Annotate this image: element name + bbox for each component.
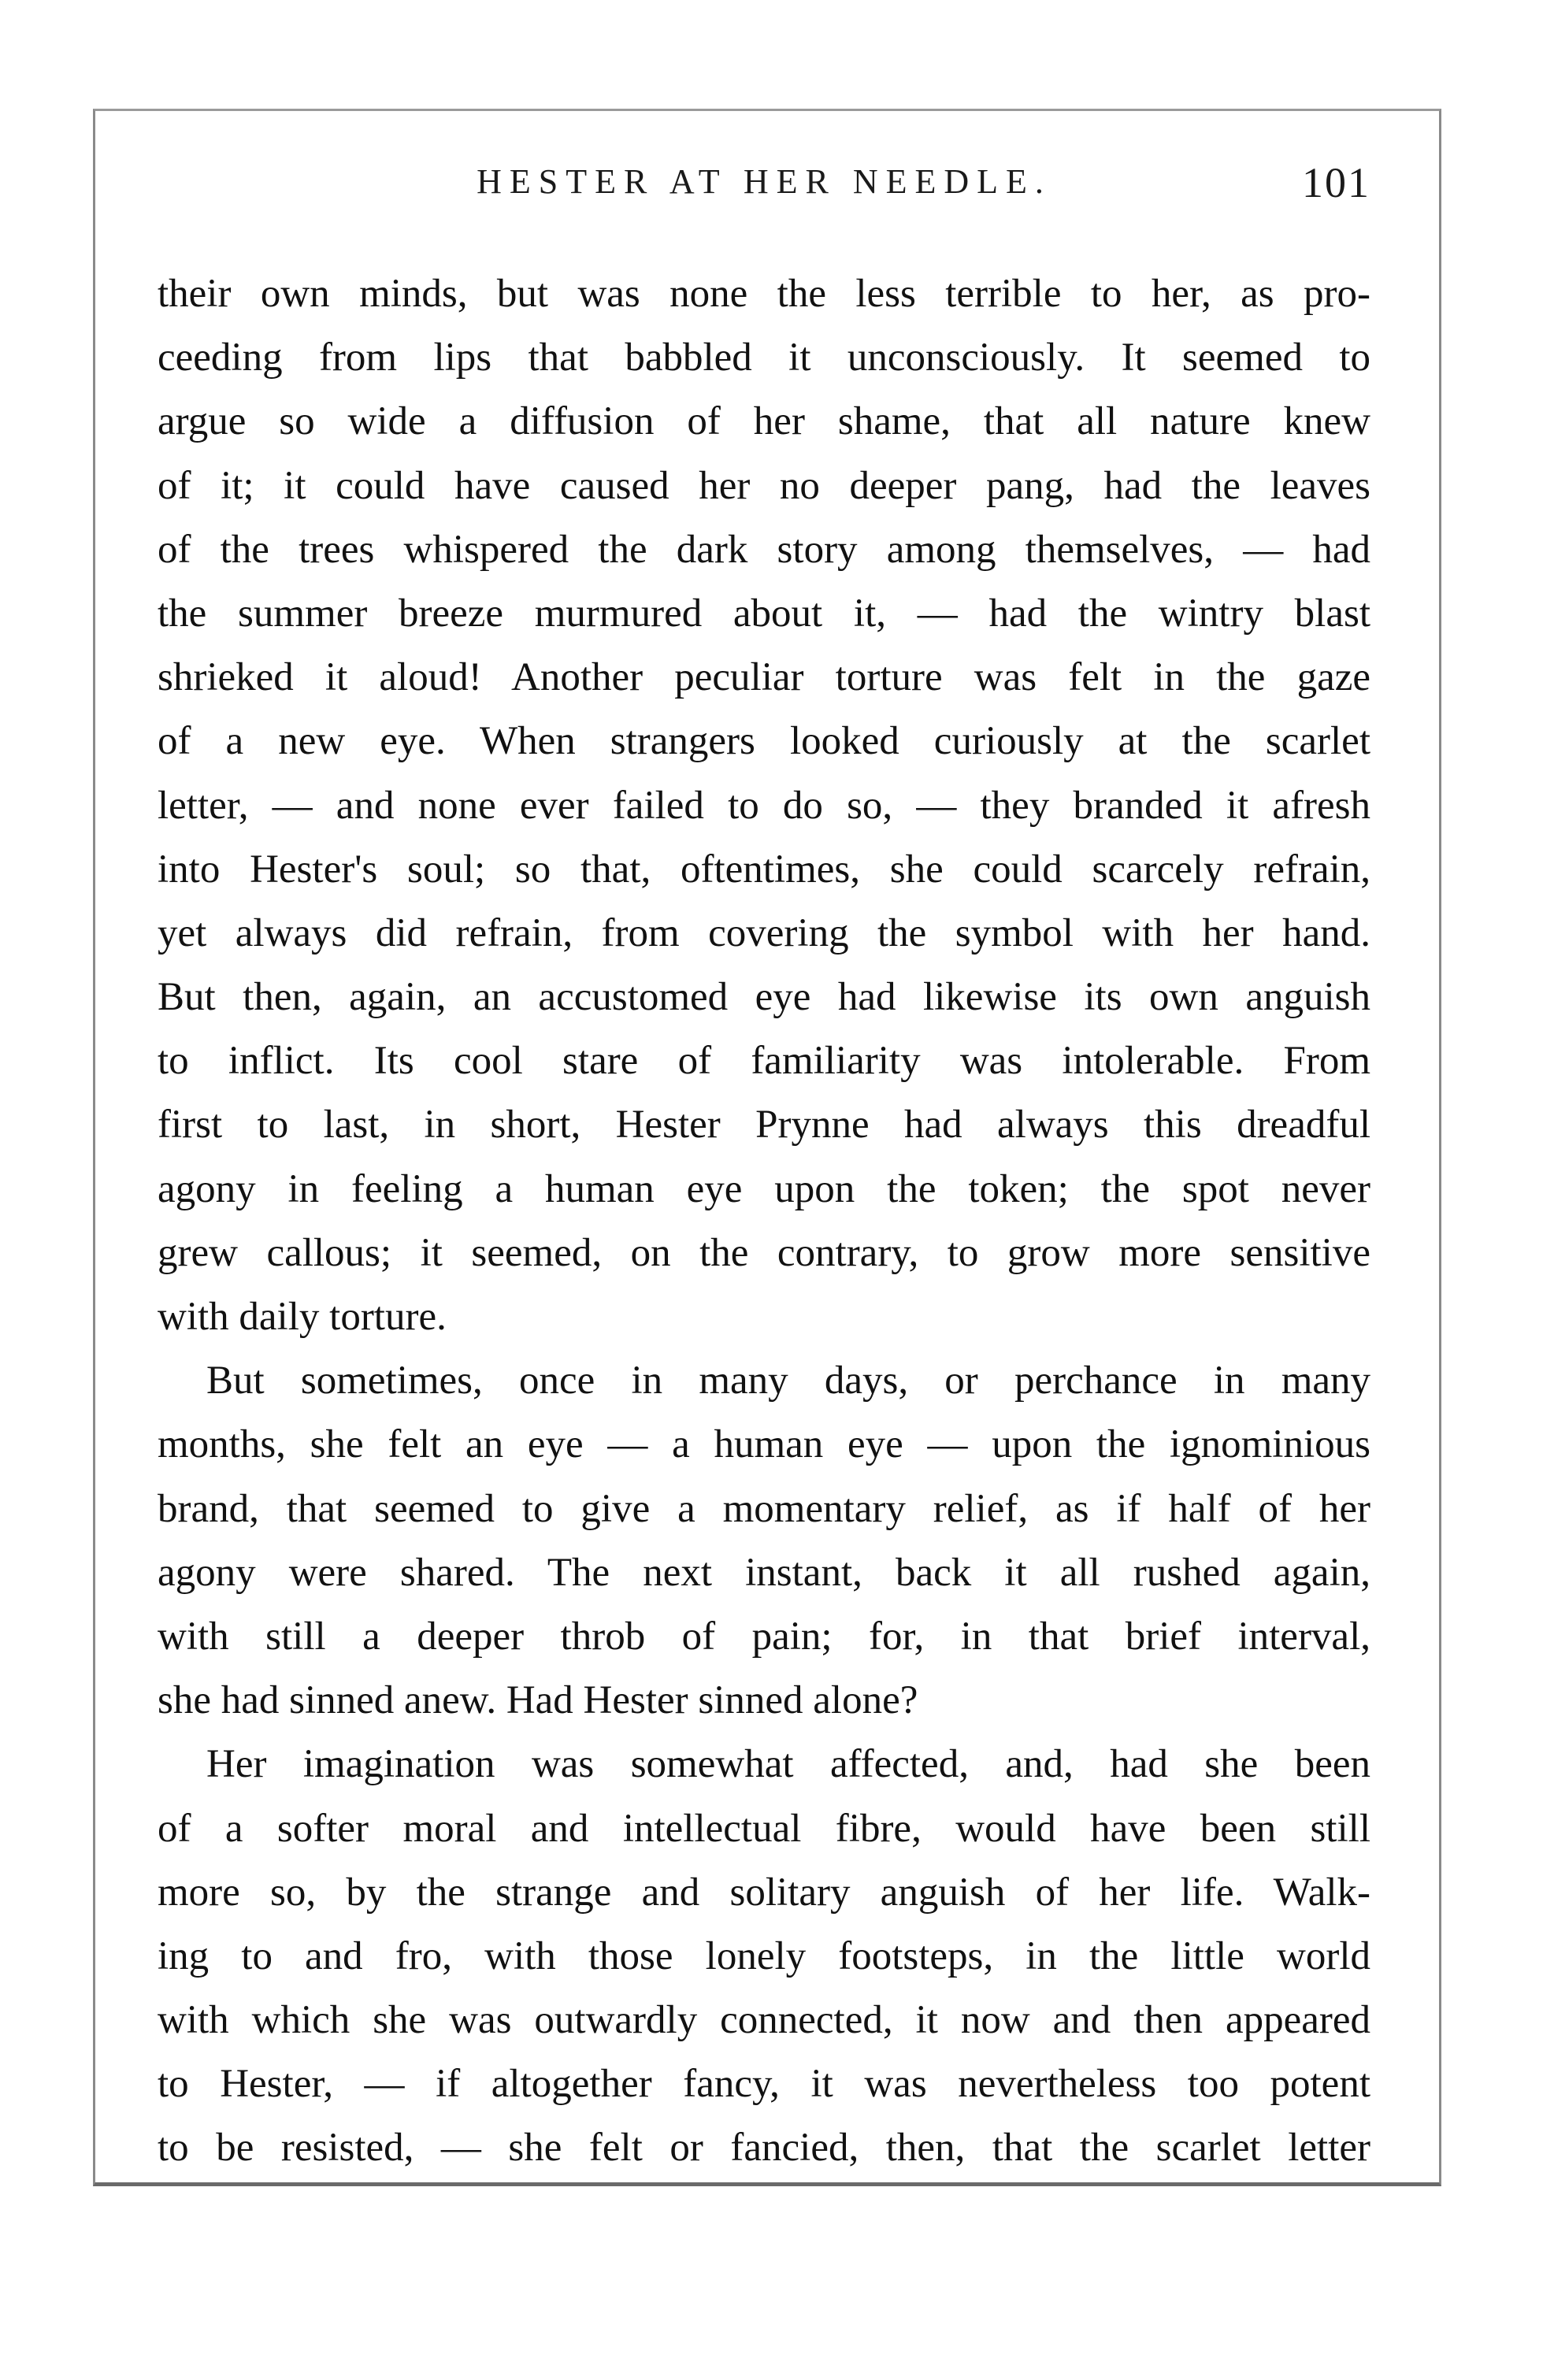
text-line: to be resisted, — she felt or fancied, then, that the scarlet letter (158, 2126, 1370, 2171)
text-line: ing to and fro, with those lonely footsteps, in the little world (158, 1933, 1370, 1978)
text-line: agony were shared. The next instant, back it all rushed again, (158, 1550, 1370, 1595)
text-line: shrieked it aloud! Another peculiar torture was felt in the gaze (158, 655, 1370, 700)
text-line: more so, by the strange and solitary anguish of her life. Walk- (158, 1870, 1370, 1915)
text-line: of it; it could have caused her no deeper pang, had the leaves (158, 463, 1370, 508)
text-line: grew callous; it seemed, on the contrary, to grow more sensitive (158, 1230, 1370, 1275)
text-line: with daily torture. (158, 1295, 447, 1339)
text-line: she had sinned anew. Had Hester sinned alone? (158, 1678, 918, 1723)
text-line: agony in feeling a human eye upon the token; the spot never (158, 1166, 1370, 1211)
page-number: 101 (1302, 159, 1370, 206)
text-line: to Hester, — if altogether fancy, it was nevertheless too potent (158, 2062, 1370, 2107)
text-line: Her imagination was somewhat affected, and, had she been (206, 1742, 1370, 1787)
text-line: ceeding from lips that babbled it unconsciously. It seemed to (158, 335, 1370, 380)
text-line: letter, — and none ever failed to do so, — they branded it afresh (158, 783, 1370, 828)
text-line: of a new eye. When strangers looked curiously at the scarlet (158, 719, 1370, 764)
text-line: with which she was outwardly connected, it now and then appeared (158, 1998, 1370, 2043)
text-line: into Hester's soul; so that, oftentimes, she could scarcely refrain, (158, 847, 1370, 892)
text-line: the summer breeze murmured about it, — had the wintry blast (158, 591, 1370, 636)
running-title: HESTER AT HER NEEDLE. (477, 162, 1051, 201)
text-line: months, she felt an eye — a human eye — upon the ignominious (158, 1422, 1370, 1467)
text-line: of the trees whispered the dark story among themselves, — had (158, 527, 1370, 572)
text-line: But sometimes, once in many days, or perchance in many (206, 1359, 1370, 1403)
text-line: brand, that seemed to give a momentary relief, as if half of her (158, 1486, 1370, 1531)
text-line: yet always did refrain, from covering the symbol with her hand. (158, 910, 1370, 955)
body-text (158, 262, 1370, 2181)
text-line: argue so wide a diffusion of her shame, that all nature knew (158, 399, 1370, 444)
text-line: of a softer moral and intellectual fibre, would have been still (158, 1806, 1370, 1851)
text-line: to inflict. Its cool stare of familiarity was intolerable. From (158, 1039, 1370, 1084)
text-line: But then, again, an accustomed eye had likewise its own anguish (158, 975, 1370, 1020)
running-head (158, 161, 1370, 217)
text-line: first to last, in short, Hester Prynne had always this dreadful (158, 1103, 1370, 1147)
text-line: with still a deeper throb of pain; for, in that brief interval, (158, 1614, 1370, 1659)
text-line: their own minds, but was none the less terrible to her, as pro- (158, 272, 1370, 316)
